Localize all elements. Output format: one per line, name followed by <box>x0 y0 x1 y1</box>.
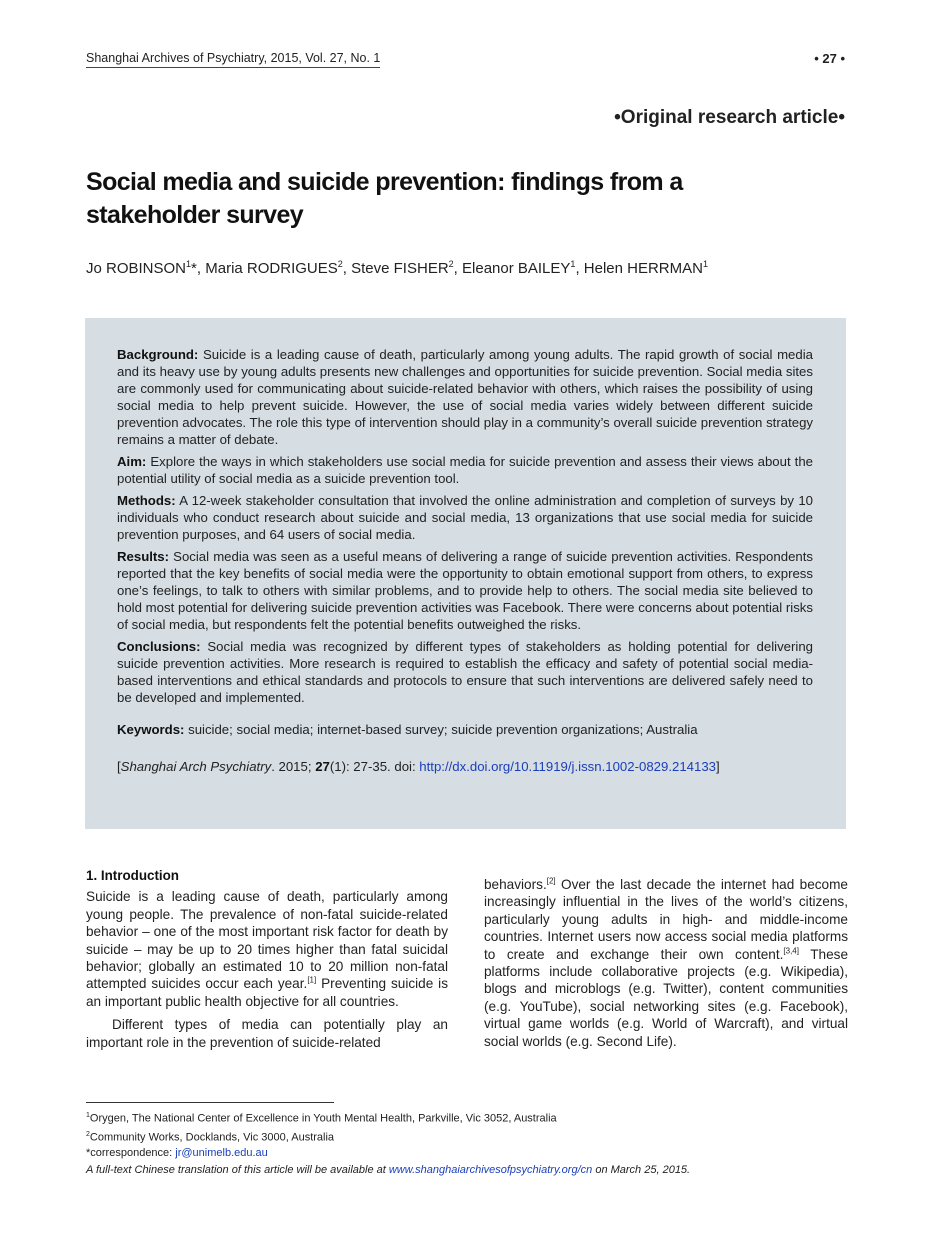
affiliation-footnote <box>86 1127 557 1146</box>
author-list <box>86 259 708 277</box>
author-name: Jo ROBINSON <box>86 260 187 277</box>
author-name: Eleanor BAILEY <box>462 260 571 277</box>
paragraph-text: Over the last decade the internet had become increasingly influential in the lives of the world’s citizens, particularly young adults in high- and middle-income countries. Internet users now access social media platforms to create and exchange their own content. <box>484 877 848 962</box>
abstract-conclusions <box>117 638 813 706</box>
background-label: Background: <box>117 347 199 362</box>
body-column-left <box>86 867 448 1051</box>
citation-pages: (1): 27-35. doi: <box>329 759 420 774</box>
paragraph-text: behaviors. <box>484 877 547 892</box>
translation-note <box>86 1164 690 1176</box>
translation-link[interactable]: www.shanghaiarchivesofpsychiatry.org/cn <box>388 1164 593 1176</box>
citation-volume: 27 <box>315 759 330 774</box>
author-affiliation-mark: 1 <box>702 259 708 269</box>
reference-mark[interactable]: [3,4] <box>783 946 799 956</box>
citation-close-bracket: ] <box>716 759 720 774</box>
conclusions-label: Conclusions: <box>117 639 201 654</box>
correspondence <box>86 1145 557 1161</box>
paragraph <box>86 888 448 1010</box>
citation-journal: Shanghai Arch Psychiatry <box>120 759 272 774</box>
aim-text: Explore the ways in which stakeholders use social media for suicide prevention and assess their views about the potential utility of social media as a suicide prevention tool. <box>117 454 814 486</box>
author-name: Helen HERRMAN <box>583 260 703 277</box>
paragraph-text: Preventing suicide is an important public health objective for all countries. <box>86 976 448 1009</box>
article-type: •Original research article• <box>614 107 845 128</box>
footnote-text: Orygen, The National Center of Excellence in Youth Mental Health, Parkville, Vic 3052, Australia <box>89 1112 557 1125</box>
author-separator: , <box>453 260 463 277</box>
reference-mark[interactable]: [1] <box>307 975 317 985</box>
methods-label: Methods: <box>117 493 176 508</box>
footnotes <box>86 1108 557 1161</box>
body-column-right <box>484 876 848 1050</box>
paragraph: Different types of media can potentially play an important role in the prevention of suicide-related <box>86 1017 448 1050</box>
article-title: Social media and suicide prevention: findings from a stakeholder survey <box>86 168 683 229</box>
translation-text: A full-text Chinese translation of this article will be available at <box>86 1164 389 1176</box>
aim-label: Aim: <box>117 454 147 469</box>
translation-text-end: on March 25, 2015. <box>592 1164 691 1176</box>
abstract <box>117 346 813 780</box>
author-affiliation-mark: 1 <box>186 259 192 269</box>
abstract-aim <box>117 453 813 487</box>
background-text: Suicide is a leading cause of death, particularly among young adults. The rapid growth of social media and its heavy use by young adults presents new challenges and opportunities for suicide prevention. Social media sites are commonly used for communicating about suicide-related behavior with others, which raises the possibility of using social media to help prevent suicide. However, the use of social media varies widely between different suicide prevention advocates. The role this type of intervention should play in a community’s overall suicide prevention strategy remains a matter of debate. <box>117 347 813 447</box>
paragraph-text: Suicide is a leading cause of death, particularly among young people. The prevalence of non-fatal suicide-related behavior – one of the most important risk factor for death by suicide – may be up to 20 times higher than fatal suicidal behavior; globally an estimated 10 to 20 million non-fatal attempted suicides occur each year. <box>86 889 448 992</box>
author-affiliation-mark: 2 <box>448 259 454 269</box>
section-heading: 1. Introduction <box>86 868 179 883</box>
keywords-label: Keywords: <box>117 722 185 737</box>
conclusions-text: Social media was recognized by different types of stakeholders as holding potential for delivering suicide prevention activities. More research is required to establish the efficacy and safety of potential social media-based interventions and ethical standards and protocols to ensure that such interventions are delivered safely need to be developed and implemented. <box>117 639 814 705</box>
author-affiliation-mark: 2 <box>337 259 343 269</box>
abstract-background <box>117 346 813 448</box>
citation <box>117 758 813 775</box>
reference-mark[interactable]: [2] <box>546 876 556 886</box>
citation-open-bracket: [ <box>117 759 121 774</box>
author-name: Maria RODRIGUES <box>205 260 338 277</box>
results-text: Social media was seen as a useful means of delivering a range of suicide prevention activities. Respondents reported that the key benefits of social media were the opportunity to obtain emotional support from others, to express one’s feelings, to talk to others with similar problems, and to provide help to others. The social media site believed to hold most potential for delivering suicide prevention activities was Facebook. There were concerns about potential risks of social media, but respondents felt the potential benefits outweighed the risks. <box>117 549 813 632</box>
results-label: Results: <box>117 549 170 564</box>
author-affiliation-mark: 1 <box>570 259 576 269</box>
paragraph <box>484 876 848 1050</box>
methods-text: A 12-week stakeholder consultation that involved the online administration and completion of surveys by 10 individuals who conduct research about suicide and social media, 13 organizations that use social media for suicide prevention purposes, and 64 users of social media. <box>117 493 814 542</box>
correspondence-label: *correspondence: <box>86 1147 176 1160</box>
doi-link[interactable]: http://dx.doi.org/10.11919/j.issn.1002-0829.214133 <box>419 759 716 774</box>
journal-header: Shanghai Archives of Psychiatry, 2015, Vol. 27, No. 1 <box>86 51 380 68</box>
footnote-mark: 1 <box>86 1112 90 1119</box>
paragraph-text: These platforms include collaborative projects (e.g. Wikipedia), blogs and microblogs (e.g. Twitter), content communities (e.g. YouTube), social networking sites (e.g. Facebook), virtual game worlds (e.g. World of Warcraft), and virtual social worlds (e.g. Second Life). <box>484 946 849 1049</box>
footnote-divider <box>86 1102 334 1103</box>
abstract-methods <box>117 492 813 543</box>
author-name: Steve FISHER <box>351 260 449 277</box>
author-separator: , <box>342 260 352 277</box>
keywords-text: suicide; social media; internet-based survey; suicide prevention organizations; Australia <box>188 722 698 737</box>
affiliation-footnote <box>86 1108 557 1127</box>
author-separator: *, <box>191 260 206 277</box>
page-number: • 27 • <box>814 51 845 66</box>
author-separator: , <box>575 260 584 277</box>
abstract-results <box>117 548 813 633</box>
footnote-mark: 2 <box>86 1130 90 1138</box>
footnote-text: Community Works, Docklands, Vic 3000, Australia <box>89 1131 335 1144</box>
abstract-keywords <box>117 721 813 738</box>
email-link[interactable]: jr@unimelb.edu.au <box>175 1147 268 1160</box>
citation-year: . 2015; <box>271 759 316 774</box>
